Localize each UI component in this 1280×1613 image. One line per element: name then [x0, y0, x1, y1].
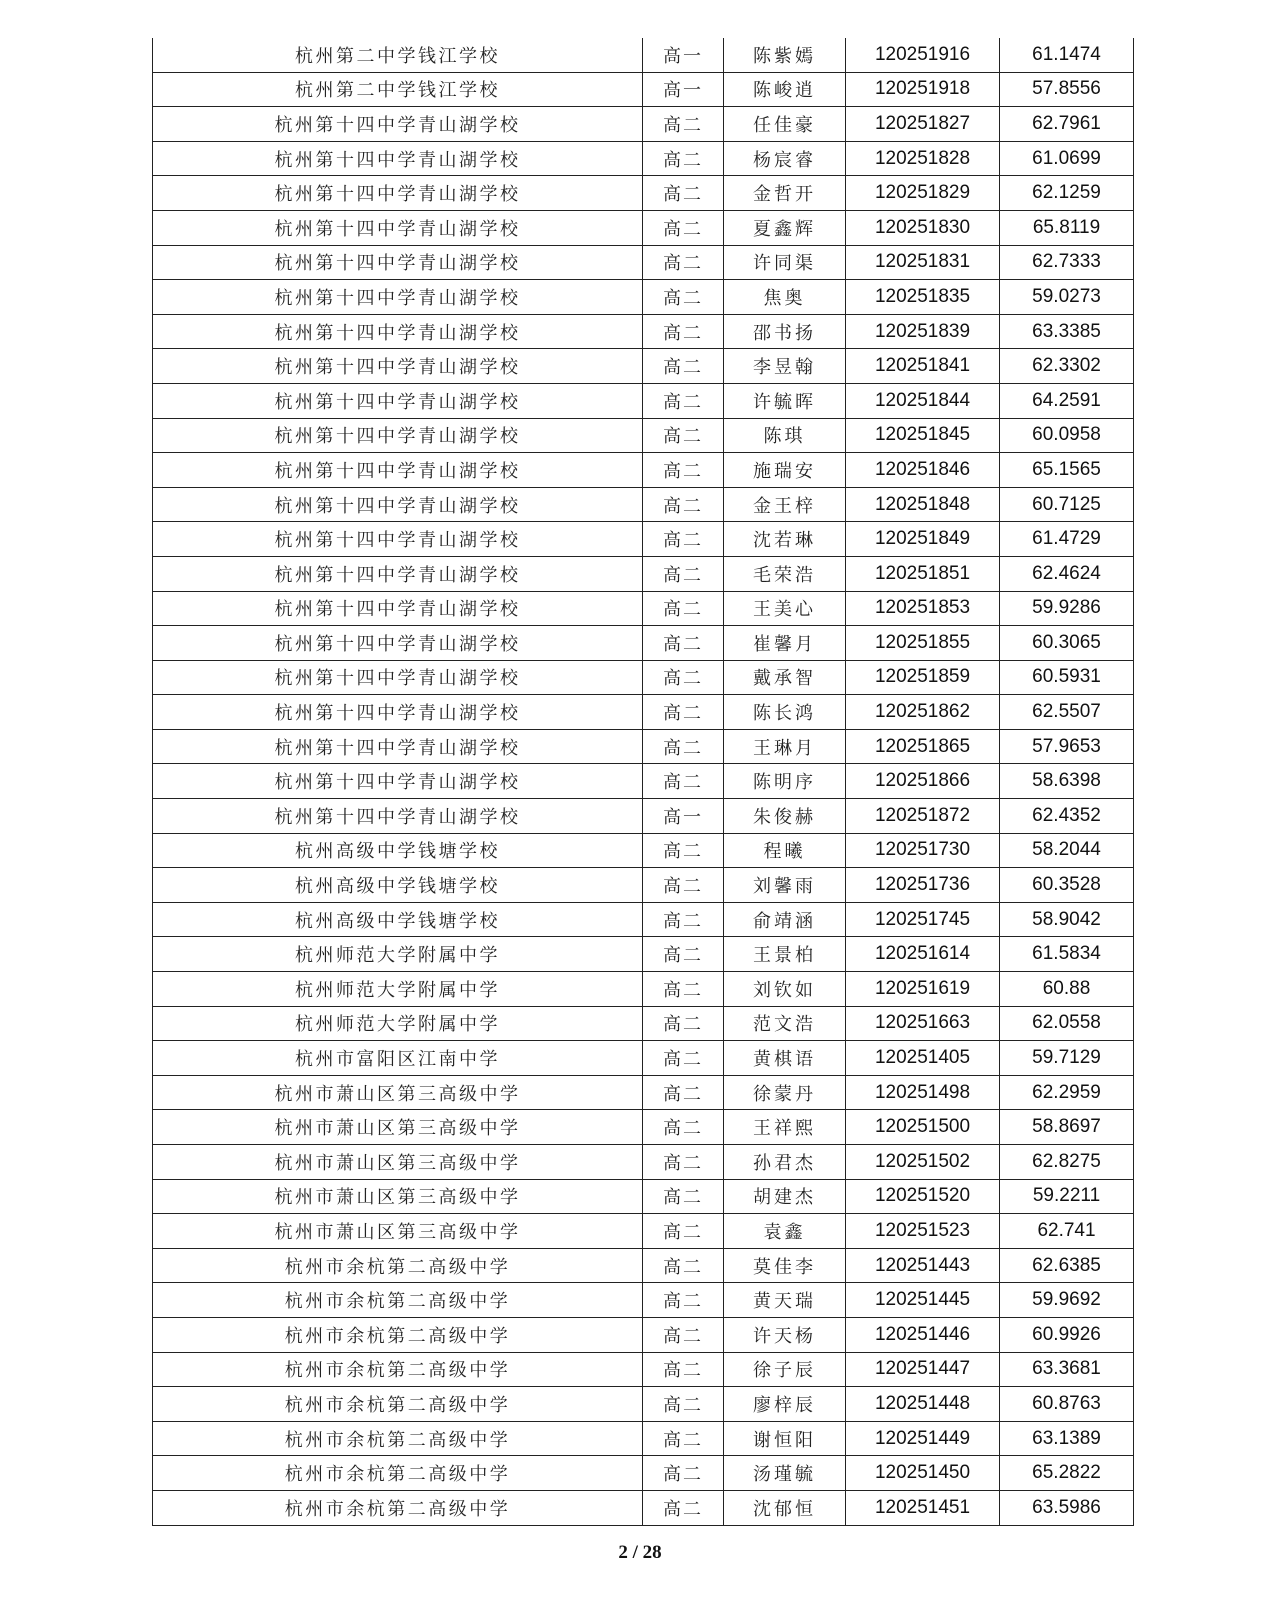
- student-name-cell: 沈郁恒: [724, 1490, 846, 1525]
- table-row: [153, 972, 1134, 1007]
- student-name-cell: 夏鑫辉: [724, 210, 846, 245]
- school-cell: 杭州第十四中学青山湖学校: [153, 764, 643, 799]
- school-cell: 杭州师范大学附属中学: [153, 972, 643, 1007]
- student-id-cell: 120251446: [846, 1317, 1000, 1352]
- table-row: [153, 383, 1134, 418]
- student-id-cell: 120251730: [846, 833, 1000, 868]
- student-name-cell: 汤瑾毓: [724, 1456, 846, 1491]
- page-number: 2 / 28: [618, 1542, 662, 1563]
- school-cell: 杭州第十四中学青山湖学校: [153, 349, 643, 384]
- grade-cell: 高二: [643, 245, 724, 280]
- table-row: [153, 1075, 1134, 1110]
- score-cell: 60.88: [1000, 972, 1134, 1007]
- school-cell: 杭州高级中学钱塘学校: [153, 868, 643, 903]
- student-name-cell: 任佳豪: [724, 107, 846, 142]
- table-row: [153, 107, 1134, 142]
- score-cell: 58.6398: [1000, 764, 1134, 799]
- table-row: [153, 210, 1134, 245]
- table-row: [153, 1041, 1134, 1076]
- school-cell: 杭州第十四中学青山湖学校: [153, 522, 643, 557]
- school-cell: 杭州第十四中学青山湖学校: [153, 141, 643, 176]
- student-id-cell: 120251745: [846, 902, 1000, 937]
- table-row: [153, 176, 1134, 211]
- student-name-cell: 戴承智: [724, 660, 846, 695]
- school-cell: 杭州第十四中学青山湖学校: [153, 383, 643, 418]
- grade-cell: 高二: [643, 1041, 724, 1076]
- school-cell: 杭州师范大学附属中学: [153, 937, 643, 972]
- student-name-cell: 刘钦如: [724, 972, 846, 1007]
- score-cell: 63.3681: [1000, 1352, 1134, 1387]
- school-cell: 杭州第十四中学青山湖学校: [153, 626, 643, 661]
- score-cell: 64.2591: [1000, 383, 1134, 418]
- school-cell: 杭州市富阳区江南中学: [153, 1041, 643, 1076]
- table-row: [153, 626, 1134, 661]
- student-name-cell: 朱俊赫: [724, 799, 846, 834]
- grade-cell: 高二: [643, 1317, 724, 1352]
- student-id-cell: 120251918: [846, 72, 1000, 107]
- table-row: [153, 453, 1134, 488]
- grade-cell: 高二: [643, 868, 724, 903]
- table-row: [153, 245, 1134, 280]
- grade-cell: 高二: [643, 972, 724, 1007]
- table-row: [153, 1387, 1134, 1422]
- grade-cell: 高二: [643, 1145, 724, 1180]
- school-cell: 杭州市余杭第二高级中学: [153, 1283, 643, 1318]
- school-cell: 杭州第十四中学青山湖学校: [153, 418, 643, 453]
- student-name-cell: 许天杨: [724, 1317, 846, 1352]
- student-name-cell: 黄天瑞: [724, 1283, 846, 1318]
- table-row: [153, 1248, 1134, 1283]
- grade-cell: 高二: [643, 626, 724, 661]
- score-cell: 57.9653: [1000, 729, 1134, 764]
- grade-cell: 高二: [643, 176, 724, 211]
- student-id-cell: 120251498: [846, 1075, 1000, 1110]
- grade-cell: 高二: [643, 660, 724, 695]
- school-cell: 杭州市余杭第二高级中学: [153, 1490, 643, 1525]
- table-row: [153, 937, 1134, 972]
- school-cell: 杭州第十四中学青山湖学校: [153, 487, 643, 522]
- school-cell: 杭州高级中学钱塘学校: [153, 833, 643, 868]
- table-row: [153, 902, 1134, 937]
- school-cell: 杭州第十四中学青山湖学校: [153, 695, 643, 730]
- score-cell: 58.9042: [1000, 902, 1134, 937]
- student-name-cell: 施瑞安: [724, 453, 846, 488]
- table-row: [153, 1145, 1134, 1180]
- student-id-cell: 120251859: [846, 660, 1000, 695]
- score-cell: 62.2959: [1000, 1075, 1134, 1110]
- table-row: [153, 1490, 1134, 1525]
- score-cell: 59.9286: [1000, 591, 1134, 626]
- student-id-cell: 120251846: [846, 453, 1000, 488]
- grade-cell: 高一: [643, 72, 724, 107]
- school-cell: 杭州第二中学钱江学校: [153, 38, 643, 72]
- score-cell: 60.3065: [1000, 626, 1134, 661]
- student-id-cell: 120251450: [846, 1456, 1000, 1491]
- school-cell: 杭州第十四中学青山湖学校: [153, 729, 643, 764]
- score-cell: 60.5931: [1000, 660, 1134, 695]
- student-name-cell: 陈明序: [724, 764, 846, 799]
- student-name-cell: 王琳月: [724, 729, 846, 764]
- grade-cell: 高二: [643, 349, 724, 384]
- score-cell: 58.8697: [1000, 1110, 1134, 1145]
- student-name-cell: 莫佳李: [724, 1248, 846, 1283]
- student-name-cell: 俞靖涵: [724, 902, 846, 937]
- student-id-cell: 120251853: [846, 591, 1000, 626]
- school-cell: 杭州第十四中学青山湖学校: [153, 556, 643, 591]
- score-cell: 65.8119: [1000, 210, 1134, 245]
- student-name-cell: 金哲开: [724, 176, 846, 211]
- school-cell: 杭州第十四中学青山湖学校: [153, 210, 643, 245]
- table-body: [153, 38, 1134, 1525]
- student-id-cell: 120251865: [846, 729, 1000, 764]
- student-name-cell: 许同渠: [724, 245, 846, 280]
- table-row: [153, 1421, 1134, 1456]
- student-name-cell: 王景柏: [724, 937, 846, 972]
- student-id-cell: 120251855: [846, 626, 1000, 661]
- score-cell: 61.1474: [1000, 38, 1134, 72]
- grade-cell: 高二: [643, 1352, 724, 1387]
- student-name-cell: 黄棋语: [724, 1041, 846, 1076]
- table-row: [153, 591, 1134, 626]
- table-row: [153, 1214, 1134, 1249]
- table-row: [153, 1317, 1134, 1352]
- score-cell: 59.9692: [1000, 1283, 1134, 1318]
- school-cell: 杭州市余杭第二高级中学: [153, 1248, 643, 1283]
- table-row: [153, 1006, 1134, 1041]
- student-id-cell: 120251839: [846, 314, 1000, 349]
- student-name-cell: 谢恒阳: [724, 1421, 846, 1456]
- student-name-cell: 毛荣浩: [724, 556, 846, 591]
- student-name-cell: 王祥熙: [724, 1110, 846, 1145]
- table-row: [153, 349, 1134, 384]
- student-id-cell: 120251828: [846, 141, 1000, 176]
- school-cell: 杭州市萧山区第三高级中学: [153, 1110, 643, 1145]
- student-id-cell: 120251520: [846, 1179, 1000, 1214]
- school-cell: 杭州市余杭第二高级中学: [153, 1421, 643, 1456]
- student-id-cell: 120251443: [846, 1248, 1000, 1283]
- student-name-cell: 陈琪: [724, 418, 846, 453]
- student-name-cell: 焦奥: [724, 280, 846, 315]
- score-cell: 59.7129: [1000, 1041, 1134, 1076]
- student-name-cell: 袁鑫: [724, 1214, 846, 1249]
- grade-cell: 高二: [643, 729, 724, 764]
- student-name-cell: 徐子辰: [724, 1352, 846, 1387]
- grade-cell: 高二: [643, 1248, 724, 1283]
- grade-cell: 高二: [643, 1421, 724, 1456]
- school-cell: 杭州市余杭第二高级中学: [153, 1387, 643, 1422]
- student-name-cell: 崔馨月: [724, 626, 846, 661]
- table-row: [153, 1179, 1134, 1214]
- student-name-cell: 徐蒙丹: [724, 1075, 846, 1110]
- student-id-cell: 120251447: [846, 1352, 1000, 1387]
- table-row: [153, 314, 1134, 349]
- school-cell: 杭州第十四中学青山湖学校: [153, 176, 643, 211]
- table-row: [153, 522, 1134, 557]
- score-cell: 63.5986: [1000, 1490, 1134, 1525]
- table-row: [153, 280, 1134, 315]
- score-cell: 60.0958: [1000, 418, 1134, 453]
- grade-cell: 高二: [643, 902, 724, 937]
- score-cell: 63.1389: [1000, 1421, 1134, 1456]
- student-name-cell: 孙君杰: [724, 1145, 846, 1180]
- student-id-cell: 120251848: [846, 487, 1000, 522]
- grade-cell: 高二: [643, 210, 724, 245]
- score-cell: 62.8275: [1000, 1145, 1134, 1180]
- student-name-cell: 杨宸睿: [724, 141, 846, 176]
- school-cell: 杭州第十四中学青山湖学校: [153, 660, 643, 695]
- table-row: [153, 868, 1134, 903]
- table-row: [153, 660, 1134, 695]
- score-cell: 62.7961: [1000, 107, 1134, 142]
- student-id-cell: 120251866: [846, 764, 1000, 799]
- table-row: [153, 1456, 1134, 1491]
- school-cell: 杭州第十四中学青山湖学校: [153, 107, 643, 142]
- student-name-cell: 陈长鸿: [724, 695, 846, 730]
- school-cell: 杭州市余杭第二高级中学: [153, 1317, 643, 1352]
- grade-cell: 高二: [643, 522, 724, 557]
- score-cell: 65.1565: [1000, 453, 1134, 488]
- school-cell: 杭州第十四中学青山湖学校: [153, 591, 643, 626]
- table-row: [153, 1352, 1134, 1387]
- grade-cell: 高二: [643, 280, 724, 315]
- score-cell: 62.4624: [1000, 556, 1134, 591]
- grade-cell: 高二: [643, 1179, 724, 1214]
- student-name-cell: 许毓晖: [724, 383, 846, 418]
- score-cell: 58.2044: [1000, 833, 1134, 868]
- grade-cell: 高二: [643, 1490, 724, 1525]
- student-name-cell: 程曦: [724, 833, 846, 868]
- score-cell: 62.7333: [1000, 245, 1134, 280]
- score-cell: 61.5834: [1000, 937, 1134, 972]
- score-cell: 59.2211: [1000, 1179, 1134, 1214]
- student-id-cell: 120251614: [846, 937, 1000, 972]
- table-row: [153, 729, 1134, 764]
- student-id-cell: 120251405: [846, 1041, 1000, 1076]
- score-cell: 62.741: [1000, 1214, 1134, 1249]
- grade-cell: 高二: [643, 1283, 724, 1318]
- student-score-table: [152, 38, 1134, 1526]
- student-id-cell: 120251451: [846, 1490, 1000, 1525]
- score-cell: 62.6385: [1000, 1248, 1134, 1283]
- table-row: [153, 556, 1134, 591]
- student-id-cell: 120251663: [846, 1006, 1000, 1041]
- grade-cell: 高二: [643, 107, 724, 142]
- school-cell: 杭州市萧山区第三高级中学: [153, 1214, 643, 1249]
- table-row: [153, 141, 1134, 176]
- student-id-cell: 120251849: [846, 522, 1000, 557]
- table-row: [153, 38, 1134, 72]
- table-row: [153, 72, 1134, 107]
- grade-cell: 高二: [643, 453, 724, 488]
- score-cell: 60.8763: [1000, 1387, 1134, 1422]
- table-row: [153, 833, 1134, 868]
- grade-cell: 高二: [643, 418, 724, 453]
- school-cell: 杭州市余杭第二高级中学: [153, 1456, 643, 1491]
- score-cell: 63.3385: [1000, 314, 1134, 349]
- grade-cell: 高二: [643, 141, 724, 176]
- table-row: [153, 1283, 1134, 1318]
- student-name-cell: 沈若琳: [724, 522, 846, 557]
- student-name-cell: 李昱翰: [724, 349, 846, 384]
- score-cell: 61.0699: [1000, 141, 1134, 176]
- grade-cell: 高二: [643, 833, 724, 868]
- student-id-cell: 120251619: [846, 972, 1000, 1007]
- student-name-cell: 陈紫嫣: [724, 38, 846, 72]
- student-id-cell: 120251844: [846, 383, 1000, 418]
- score-cell: 60.3528: [1000, 868, 1134, 903]
- score-cell: 62.3302: [1000, 349, 1134, 384]
- student-name-cell: 邵书扬: [724, 314, 846, 349]
- student-name-cell: 刘馨雨: [724, 868, 846, 903]
- student-id-cell: 120251827: [846, 107, 1000, 142]
- student-id-cell: 120251845: [846, 418, 1000, 453]
- grade-cell: 高二: [643, 1214, 724, 1249]
- grade-cell: 高二: [643, 695, 724, 730]
- student-id-cell: 120251736: [846, 868, 1000, 903]
- school-cell: 杭州第二中学钱江学校: [153, 72, 643, 107]
- school-cell: 杭州第十四中学青山湖学校: [153, 280, 643, 315]
- student-id-cell: 120251872: [846, 799, 1000, 834]
- grade-cell: 高一: [643, 799, 724, 834]
- student-name-cell: 王美心: [724, 591, 846, 626]
- student-id-cell: 120251862: [846, 695, 1000, 730]
- table-row: [153, 487, 1134, 522]
- student-id-cell: 120251500: [846, 1110, 1000, 1145]
- school-cell: 杭州市萧山区第三高级中学: [153, 1179, 643, 1214]
- score-cell: 60.7125: [1000, 487, 1134, 522]
- school-cell: 杭州市余杭第二高级中学: [153, 1352, 643, 1387]
- student-id-cell: 120251448: [846, 1387, 1000, 1422]
- score-cell: 62.4352: [1000, 799, 1134, 834]
- student-id-cell: 120251830: [846, 210, 1000, 245]
- grade-cell: 高二: [643, 487, 724, 522]
- school-cell: 杭州第十四中学青山湖学校: [153, 245, 643, 280]
- student-id-cell: 120251445: [846, 1283, 1000, 1318]
- grade-cell: 高二: [643, 1387, 724, 1422]
- score-cell: 57.8556: [1000, 72, 1134, 107]
- score-cell: 62.0558: [1000, 1006, 1134, 1041]
- student-id-cell: 120251523: [846, 1214, 1000, 1249]
- student-id-cell: 120251502: [846, 1145, 1000, 1180]
- student-name-cell: 胡建杰: [724, 1179, 846, 1214]
- table-row: [153, 799, 1134, 834]
- student-id-cell: 120251916: [846, 38, 1000, 72]
- school-cell: 杭州第十四中学青山湖学校: [153, 799, 643, 834]
- student-name-cell: 金王梓: [724, 487, 846, 522]
- score-cell: 61.4729: [1000, 522, 1134, 557]
- grade-cell: 高二: [643, 937, 724, 972]
- grade-cell: 高二: [643, 591, 724, 626]
- student-id-cell: 120251841: [846, 349, 1000, 384]
- score-cell: 65.2822: [1000, 1456, 1134, 1491]
- student-id-cell: 120251449: [846, 1421, 1000, 1456]
- school-cell: 杭州第十四中学青山湖学校: [153, 453, 643, 488]
- table-row: [153, 1110, 1134, 1145]
- score-cell: 60.9926: [1000, 1317, 1134, 1352]
- school-cell: 杭州市萧山区第三高级中学: [153, 1075, 643, 1110]
- grade-cell: 高二: [643, 1110, 724, 1145]
- grade-cell: 高二: [643, 1075, 724, 1110]
- grade-cell: 高二: [643, 764, 724, 799]
- student-name-cell: 廖梓辰: [724, 1387, 846, 1422]
- student-id-cell: 120251829: [846, 176, 1000, 211]
- school-cell: 杭州高级中学钱塘学校: [153, 902, 643, 937]
- student-id-cell: 120251835: [846, 280, 1000, 315]
- school-cell: 杭州第十四中学青山湖学校: [153, 314, 643, 349]
- score-cell: 59.0273: [1000, 280, 1134, 315]
- student-id-cell: 120251831: [846, 245, 1000, 280]
- student-name-cell: 范文浩: [724, 1006, 846, 1041]
- school-cell: 杭州市萧山区第三高级中学: [153, 1145, 643, 1180]
- school-cell: 杭州师范大学附属中学: [153, 1006, 643, 1041]
- table-row: [153, 764, 1134, 799]
- table-row: [153, 418, 1134, 453]
- grade-cell: 高二: [643, 383, 724, 418]
- score-cell: 62.1259: [1000, 176, 1134, 211]
- score-cell: 62.5507: [1000, 695, 1134, 730]
- student-id-cell: 120251851: [846, 556, 1000, 591]
- student-name-cell: 陈峻逍: [724, 72, 846, 107]
- grade-cell: 高二: [643, 1456, 724, 1491]
- grade-cell: 高二: [643, 1006, 724, 1041]
- grade-cell: 高二: [643, 556, 724, 591]
- grade-cell: 高二: [643, 314, 724, 349]
- grade-cell: 高一: [643, 38, 724, 72]
- table-row: [153, 695, 1134, 730]
